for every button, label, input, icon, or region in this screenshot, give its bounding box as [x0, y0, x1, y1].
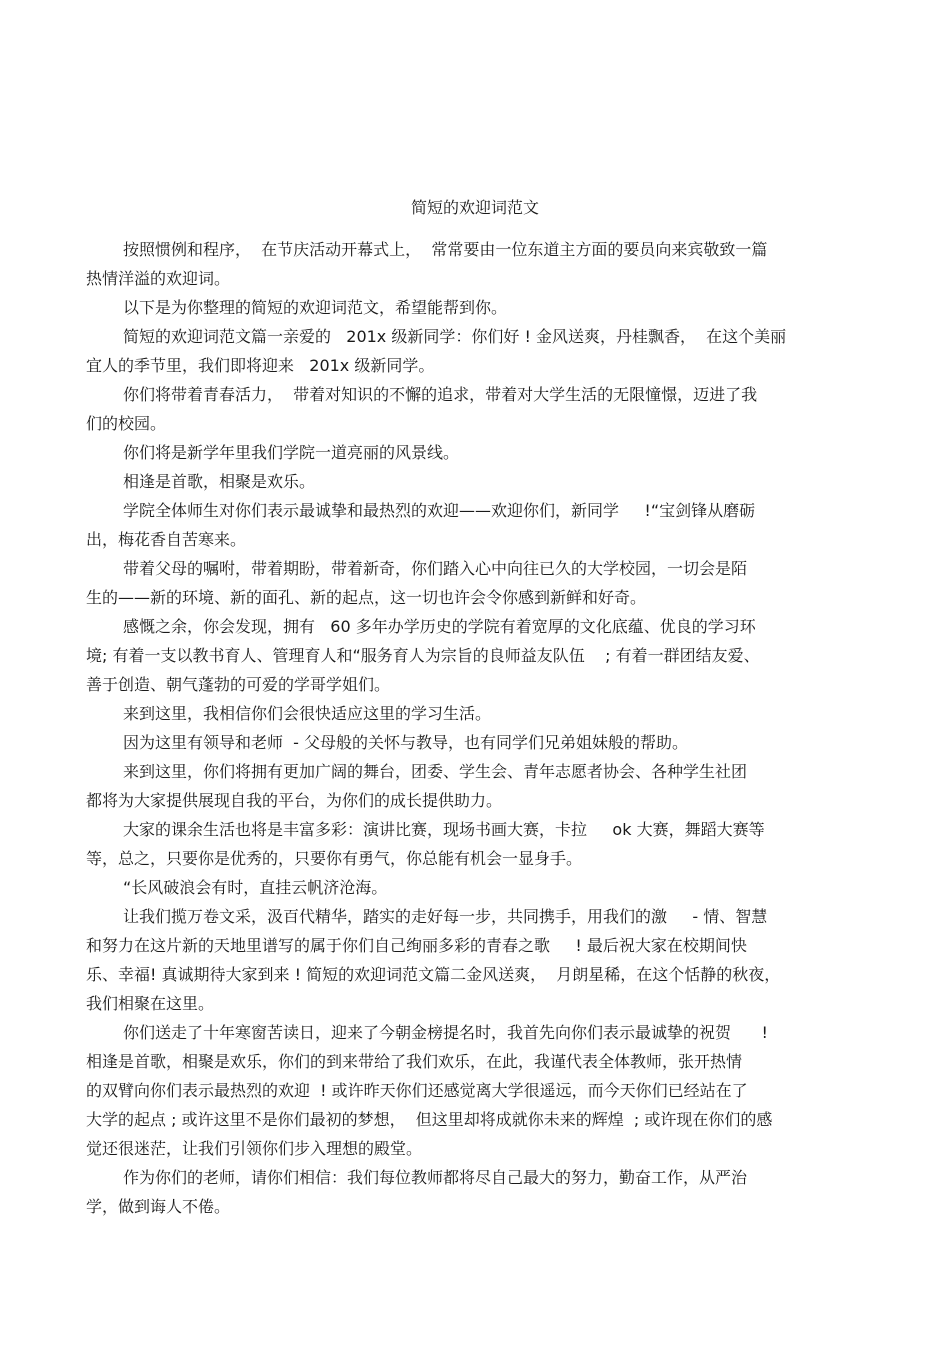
text-line: 乐、幸福! 真诚期待大家到来 ! 简短的欢迎词范文篇二金风送爽， 月朗星稀，在这个恬静的秋夜，: [86, 965, 781, 984]
text-line: 觉还很迷茫，让我们引领你们步入理想的殿堂。: [86, 1139, 423, 1158]
text-line: 你们将带着青春活力， 带着对知识的不懈的追求，带着对大学生活的无限憧憬，迈进了我: [123, 385, 758, 404]
text-line: 境; 有着一支以教书育人、管理育人和“服务育人为宗旨的良师益友队伍 ; 有着一群团结友爱、: [86, 646, 760, 665]
text-line: 带着父母的嘱咐，带着期盼，带着新奇，你们踏入心中向往已久的大学校园，一切会是陌: [123, 559, 748, 578]
text-line: 生的——新的环境、新的面孔、新的起点，这一切也许会令你感到新鲜和好奇。: [86, 588, 647, 607]
text-line: 和努力在这片新的天地里谱写的属于你们自己绚丽多彩的青春之歌 ! 最后祝大家在校期间快: [86, 936, 747, 955]
text-line: 们的校园。: [86, 414, 167, 433]
text-line: 大学的起点 ; 或许这里不是你们最初的梦想， 但这里却将成就你未来的辉煌 ; 或许现在你们的感: [86, 1110, 773, 1129]
text-line: 简短的欢迎词范文篇一亲爱的 201x 级新同学：你们好 ! 金风送爽，丹桂飘香， 在这个美丽: [123, 327, 787, 346]
text-line: 出，梅花香自苦寒来。: [86, 530, 247, 549]
text-line: 作为你们的老师，请你们相信：我们每位教师都将尽自己最大的努力，勤奋工作，从严治: [123, 1168, 748, 1187]
text-line: 按照惯例和程序， 在节庆活动开幕式上， 常常要由一位东道主方面的要员向来宾敬致一篇: [123, 240, 768, 259]
text-line: 我们相聚在这里。: [86, 994, 215, 1013]
text-line: “长风破浪会有时，直挂云帆济沧海。: [123, 878, 388, 897]
text-line: 相逢是首歌，相聚是欢乐，你们的到来带给了我们欢乐，在此，我谨代表全体教师，张开热情: [86, 1052, 743, 1071]
text-line: 因为这里有领导和老师 - 父母般的关怀与教导，也有同学们兄弟姐妹般的帮助。: [123, 733, 689, 752]
text-line: 善于创造、朝气蓬勃的可爱的学哥学姐们。: [86, 675, 391, 694]
text-line: 你们将是新学年里我们学院一道亮丽的风景线。: [123, 443, 460, 462]
text-line: 大家的课余生活也将是丰富多彩：演讲比赛，现场书画大赛，卡拉 ok 大赛，舞蹈大赛等: [123, 820, 765, 839]
text-line: 的双臂向你们表示最热烈的欢迎 ! 或许昨天你们还感觉离大学很遥远，而今天你们已经站在了: [86, 1081, 748, 1100]
text-line: 学，做到诲人不倦。: [86, 1197, 231, 1216]
text-line: 都将为大家提供展现自我的平台，为你们的成长提供助力。: [86, 791, 503, 810]
document-title: 简短的欢迎词范文: [410, 198, 539, 217]
text-line: 等，总之，只要你是优秀的，只要你有勇气，你总能有机会一显身手。: [86, 849, 583, 868]
text-line: 你们送走了十年寒窗苦读日，迎来了今朝金榜提名时，我首先向你们表示最诚挚的祝贺 !: [123, 1023, 768, 1042]
text-line: 学院全体师生对你们表示最诚挚和最热烈的欢迎——欢迎你们，新同学 !“宝剑锋从磨砺: [123, 501, 756, 520]
text-line: 相逢是首歌，相聚是欢乐。: [123, 472, 316, 491]
text-line: 宜人的季节里，我们即将迎来 201x 级新同学。: [86, 356, 435, 375]
text-line: 来到这里，我相信你们会很快适应这里的学习生活。: [123, 704, 492, 723]
text-line: 以下是为你整理的简短的欢迎词范文，希望能帮到你。: [123, 298, 508, 317]
text-line: 来到这里，你们将拥有更加广阔的舞台，团委、学生会、青年志愿者协会、各种学生社团: [123, 762, 748, 781]
text-line: 热情洋溢的欢迎词。: [86, 269, 231, 288]
text-line: 感慨之余，你会发现，拥有 60 多年办学历史的学院有着宽厚的文化底蕴、优良的学习环: [123, 617, 756, 636]
text-line: 让我们揽万卷文采，汲百代精华，踏实的走好每一步，共同携手，用我们的激 - 情、智慧: [123, 907, 768, 926]
